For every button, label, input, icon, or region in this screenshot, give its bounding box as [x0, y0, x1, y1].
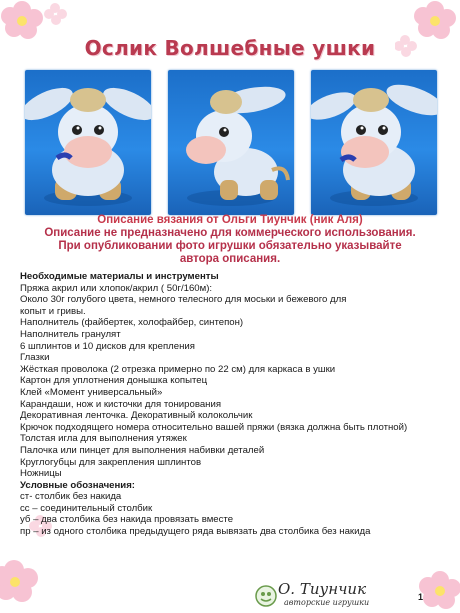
notice-line: При опубликовании фото игрушки обязательно указывайте: [58, 240, 402, 252]
legend-item: пр – из одного столбика предыдущего ряда вывязать два столбика без накида: [20, 526, 371, 538]
notice-line: автора описания.: [179, 253, 281, 265]
list-item: Круглогубцы для закрепления шплинтов: [20, 456, 202, 468]
list-item: Глазки: [20, 352, 50, 364]
author-subtitle: авторские игрушки: [284, 598, 370, 607]
list-item: Толстая игла для выполнения утяжек: [20, 433, 187, 445]
list-item: 6 шплинтов и 10 дисков для крепления: [20, 340, 195, 352]
list-item: Жёсткая проволока (2 отрезка примерно по 22 см) для каркаса в ушки: [20, 363, 336, 375]
page-title: Ослик Волшебные ушки: [84, 36, 376, 60]
legend-heading: Условные обозначения:: [20, 479, 135, 491]
list-item: Карандаши, нож и кисточки для тонирования: [20, 398, 222, 410]
list-item: Клей «Момент универсальный»: [20, 386, 163, 398]
author-line: Описание вязания от Ольги Тиунчик (ник Аля): [97, 214, 363, 226]
author-signature: О. Тиунчик: [278, 580, 367, 598]
photo-strip: [0, 70, 460, 215]
footer: [250, 580, 430, 612]
legend-item: сс – соединительный столбик: [20, 502, 153, 514]
list-item: копыт и гривы.: [20, 305, 86, 317]
list-item: Около 30г голубого цвета, немного телесного для моськи и бежевого для: [20, 294, 347, 306]
list-item: Наполнитель (файбертек, холофайбер, синтепон): [20, 317, 244, 329]
legend-item: ст- столбик без накида: [20, 491, 122, 503]
notice-line: Описание не предназначено для коммерческого использования.: [44, 227, 416, 239]
materials-heading: Необходимые материалы и инструменты: [20, 271, 219, 282]
list-item: Пряжа акрил или хлопок/акрил ( 50г/160м):: [20, 282, 213, 294]
author-logo-icon: [254, 584, 278, 608]
donkey-toy-photo-front: [25, 70, 151, 215]
materials-section: [20, 271, 445, 538]
list-item: Декоративная ленточка. Декоративный колокольчик: [20, 410, 253, 422]
legend-item: уб – два столбика без накида провязать вместе: [20, 514, 234, 526]
list-item: Крючок подходящего номера относительно вашей пряжи (вязка должна быть плотной): [20, 421, 408, 433]
donkey-toy-photo-side: [168, 70, 294, 215]
list-item: Палочка или пинцет для выполнения набивки деталей: [20, 444, 265, 456]
author-notice: [0, 214, 460, 266]
donkey-toy-photo-three-quarter: [311, 70, 437, 215]
list-item: Наполнитель гранулят: [20, 328, 121, 340]
list-item: Картон для уплотнения донышка копытец: [20, 375, 208, 387]
list-item: Ножницы: [20, 468, 62, 480]
page-number: 1: [418, 592, 424, 602]
